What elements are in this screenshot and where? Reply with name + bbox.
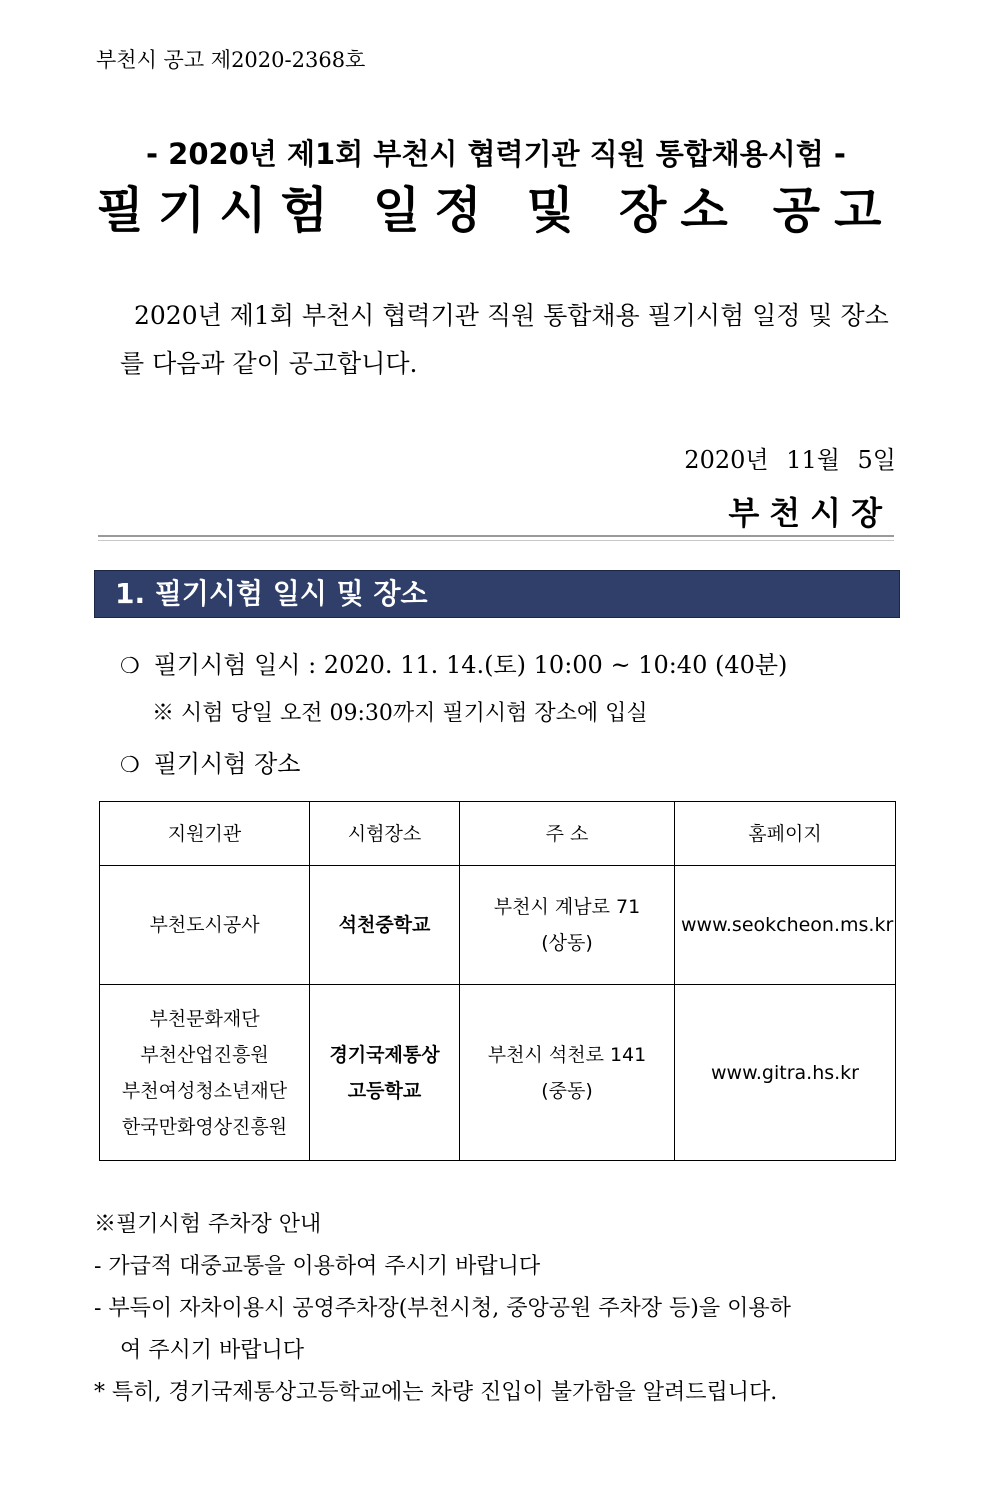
table-row xyxy=(100,985,896,1161)
agency-cell xyxy=(100,866,310,985)
parking-line: 여 주시기 바랍니다 xyxy=(120,1338,305,1363)
page-title: 필기시험 일정 및 장소 공고 xyxy=(96,182,896,239)
header-homepage: 홈페이지 xyxy=(675,802,896,866)
entry-note: ※ 시험 당일 오전 09:30까지 필기시험 장소에 입실 xyxy=(152,701,648,726)
intro-paragraph: 2020년 제1회 부천시 협력기관 직원 통합채용 필기시험 일정 및 장소를 다음과 같이 공고합니다. xyxy=(120,301,889,378)
section-header: 1. 필기시험 일시 및 장소 xyxy=(94,570,900,618)
divider-rule xyxy=(98,535,894,541)
header-venue: 시험장소 xyxy=(310,802,460,866)
homepage-cell xyxy=(675,866,896,985)
address-line: 부천시 석천로 141 xyxy=(487,1043,647,1066)
header-agency: 지원기관 xyxy=(100,802,310,866)
venue-cell xyxy=(310,866,460,985)
schedule-text: 필기시험 일시 : 2020. 11. 14.(토) 10:00 ~ 10:40 (40분) xyxy=(153,651,788,679)
venue-name: 석천중학교 xyxy=(338,914,431,936)
agency-name: 부천도시공사 xyxy=(149,914,260,936)
schedule-line xyxy=(120,645,787,680)
parking-line: - 가급적 대중교통을 이용하여 주시기 바랍니다 xyxy=(94,1254,541,1279)
homepage-cell xyxy=(675,985,896,1161)
parking-notice xyxy=(94,1204,904,1414)
agency-name: 한국만화영상진흥원 xyxy=(121,1115,288,1138)
notice-subtitle: - 2020년 제1회 부천시 협력기관 직원 통합채용시험 - xyxy=(146,137,846,171)
venue-label: 필기시험 장소 xyxy=(153,750,301,778)
circle-bullet-icon: ❍ xyxy=(120,753,140,778)
address-line: 부천시 계남로 71 xyxy=(493,896,641,918)
venue-table xyxy=(99,801,896,1161)
venue-cell xyxy=(310,985,460,1161)
agency-name: 부천산업진흥원 xyxy=(140,1043,269,1066)
notice-date: 2020년 11월 5일 xyxy=(684,446,896,474)
homepage-url: www.gitra.hs.kr xyxy=(711,1061,859,1084)
parking-line: - 부득이 자차이용시 공영주차장(부천시청, 중앙공원 주차장 등)을 이용하 xyxy=(94,1296,791,1321)
venue-name: 경기국제통상 xyxy=(329,1043,440,1066)
circle-bullet-icon: ❍ xyxy=(120,654,140,679)
notice-number: 부천시 공고 제2020-2368호 xyxy=(96,48,366,72)
homepage-url: www.seokcheon.ms.kr xyxy=(681,914,894,936)
table-header-row xyxy=(100,802,896,866)
venue-name: 고등학교 xyxy=(347,1079,422,1102)
header-address: 주 소 xyxy=(460,802,675,866)
parking-line: * 특히, 경기국제통상고등학교에는 차량 진입이 불가함을 알려드립니다. xyxy=(94,1380,778,1405)
agency-name: 부천여성청소년재단 xyxy=(121,1079,288,1102)
agency-cell xyxy=(100,985,310,1161)
table-row xyxy=(100,866,896,985)
parking-title: ※필기시험 주차장 안내 xyxy=(94,1212,322,1237)
address-cell xyxy=(460,866,675,985)
agency-name: 부천문화재단 xyxy=(149,1007,260,1030)
signer-name: 부천시장 xyxy=(728,494,892,532)
address-district: (상동) xyxy=(541,932,593,954)
address-cell xyxy=(460,985,675,1161)
venue-line xyxy=(120,744,300,779)
address-district: (중동) xyxy=(541,1079,593,1102)
